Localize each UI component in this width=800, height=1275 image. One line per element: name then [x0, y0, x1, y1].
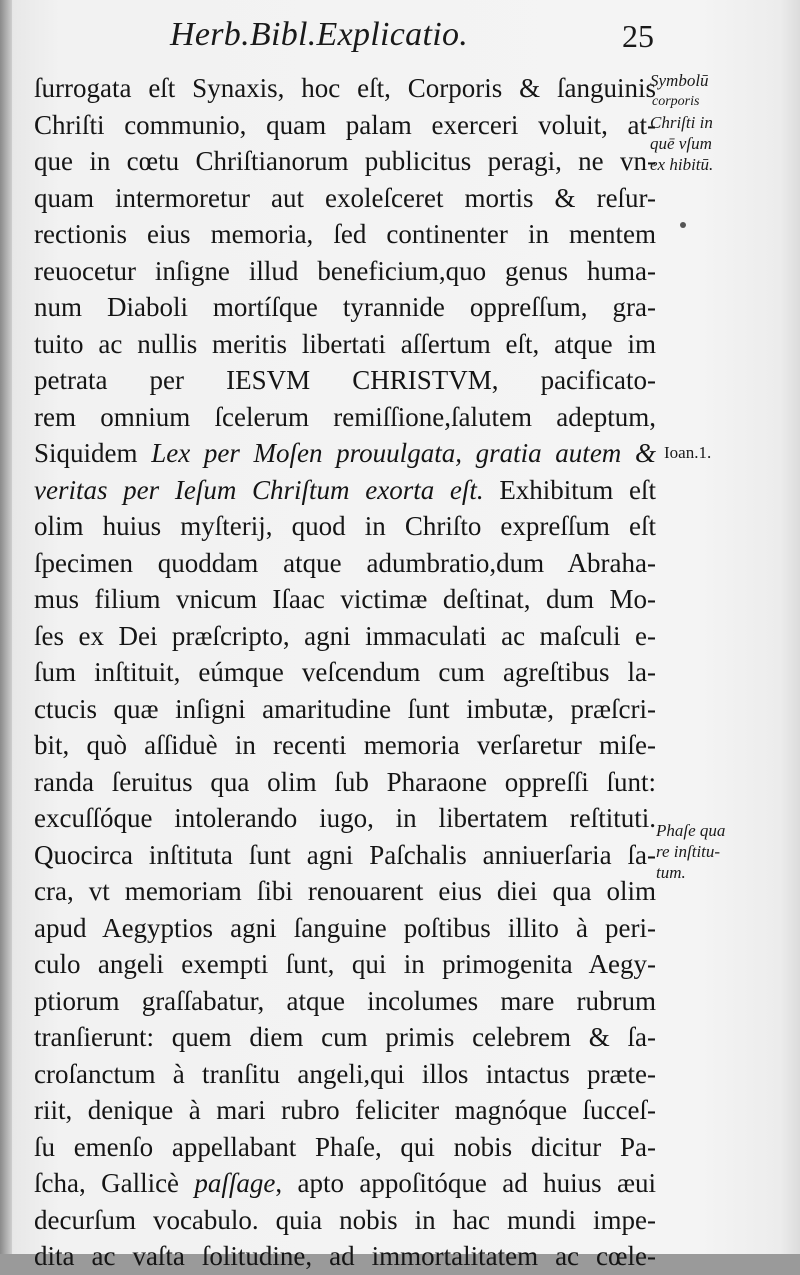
text-line: Quocirca inſtituta ſunt agni Paſchalis anniuerſaria ſa-: [34, 839, 656, 870]
italic-run: veritas per Ieſum Chriſtum exorta eſt.: [34, 474, 484, 505]
body-text-block: [34, 70, 656, 1275]
margin-note-line: Ioan.1.: [664, 443, 712, 462]
margin-note-line: re inſtitu-: [656, 842, 721, 861]
text-line: decurſum vocabulo. quia nobis in hac mundi impe-: [34, 1204, 656, 1235]
text-line: ſes ex Dei præſcripto, agni immaculati ac maſculi e-: [34, 620, 656, 651]
text-line: num Diaboli mortíſque tyrannide oppreſſum, gra-: [34, 292, 656, 322]
margin-note-line: Phaſe qua: [656, 821, 726, 840]
text-line: tuito ac nullis meritis libertati aſſertum eſt, atque im: [34, 328, 656, 359]
text-line: dita ac vaſta ſolitudine, ad immortalitatem ac cœle-: [34, 1241, 656, 1271]
text-line: bit, quò aſſiduè in recenti memoria verſaretur miſe-: [34, 730, 656, 760]
page-number: 25: [622, 18, 654, 54]
roman-run: Siquidem: [34, 438, 152, 468]
text-line: culo angeli exempti ſunt, qui in primogenita Aegy-: [34, 949, 656, 979]
margin-note-line: quē vſum: [650, 134, 712, 153]
text-line: ctucis quæ inſigni amaritudine ſunt imbutæ, præſcri-: [34, 693, 656, 724]
text-line: Chriſti communio, quam palam exerceri voluit, at-: [34, 109, 656, 140]
text-line: croſanctum à tranſitu angeli,qui illos intactus præte-: [34, 1058, 656, 1089]
text-line: olim huius myſterij, quod in Chriſto expreſſum eſt: [34, 511, 656, 541]
text-line: tranſierunt: quem diem cum primis celebrem & ſa-: [34, 1022, 656, 1052]
italic-run: Lex per Moſen prouulgata, gratia autem &: [151, 438, 656, 468]
text-line-mixed: [34, 472, 656, 509]
ink-speck: [680, 222, 686, 228]
text-line: ſu emenſo appellabant Phaſe, qui nobis dicitur Pa-: [34, 1131, 656, 1162]
text-line: reuocetur inſigne illud beneficium,quo genus huma-: [34, 255, 656, 286]
text-line: que in cœtu Chriſtianorum publicitus peragi, ne vn-: [34, 146, 656, 176]
roman-run: , apto appoſitóque ad huius æui: [275, 1168, 656, 1198]
margin-note-ioan: [664, 442, 711, 463]
margin-note-line: ex hibitū.: [650, 155, 714, 174]
margin-note-line: corporis: [652, 94, 700, 109]
text-line: mus filium vnicum Iſaac victimæ deſtinat, dum Mo-: [34, 584, 656, 614]
text-line: rectionis eius memoria, ſed continenter in mentem: [34, 219, 656, 249]
text-line: ſpecimen quoddam atque adumbratio,dum Abraha-: [34, 547, 656, 578]
margin-note-line: Symbolū: [650, 71, 709, 90]
margin-note-line: Chriſti in: [650, 113, 713, 132]
margin-note-phase: [656, 820, 725, 883]
roman-run: ſcha, Gallicè: [34, 1168, 195, 1198]
text-line: excuſſóque intolerando iugo, in libertatem reſtituti.: [34, 803, 656, 833]
running-head: Herb.Bibl.Explicatio.: [170, 16, 469, 53]
text-line: petrata per IESVM CHRISTVM, pacificato-: [34, 365, 656, 395]
text-line: rem omnium ſcelerum remiſſione,ſalutem adeptum,: [34, 401, 656, 432]
italic-run: paſſage: [194, 1168, 276, 1198]
margin-note-line: tum.: [656, 863, 686, 882]
page-gutter-shadow: [0, 0, 12, 1254]
text-line: cra, vt memoriam ſibi renouarent eius diei qua olim: [34, 876, 656, 906]
text-line: ſurrogata eſt Synaxis, hoc eſt, Corporis & ſanguinis: [34, 73, 656, 103]
text-line: ſum inſtituit, eúmque veſcendum cum agreſtibus la-: [34, 657, 656, 687]
text-line: riit, denique à mari rubro feliciter magnóque ſucceſ-: [34, 1095, 656, 1125]
roman-run: Exhibitum eſt: [483, 474, 656, 505]
text-line-mixed: [34, 435, 656, 472]
text-line: quam intermoretur aut exoleſceret mortis & reſur-: [34, 182, 656, 213]
margin-note-symbolum: [650, 70, 713, 175]
text-line: randa ſeruitus qua olim ſub Pharaone oppreſſi ſunt:: [34, 766, 656, 797]
text-line: ptiorum graſſabatur, atque incolumes mare rubrum: [34, 985, 656, 1016]
text-line: apud Aegyptios agni ſanguine poſtibus illito à peri-: [34, 912, 656, 943]
text-line-mixed: [34, 1165, 656, 1202]
margin-notes-column: [650, 0, 800, 1254]
